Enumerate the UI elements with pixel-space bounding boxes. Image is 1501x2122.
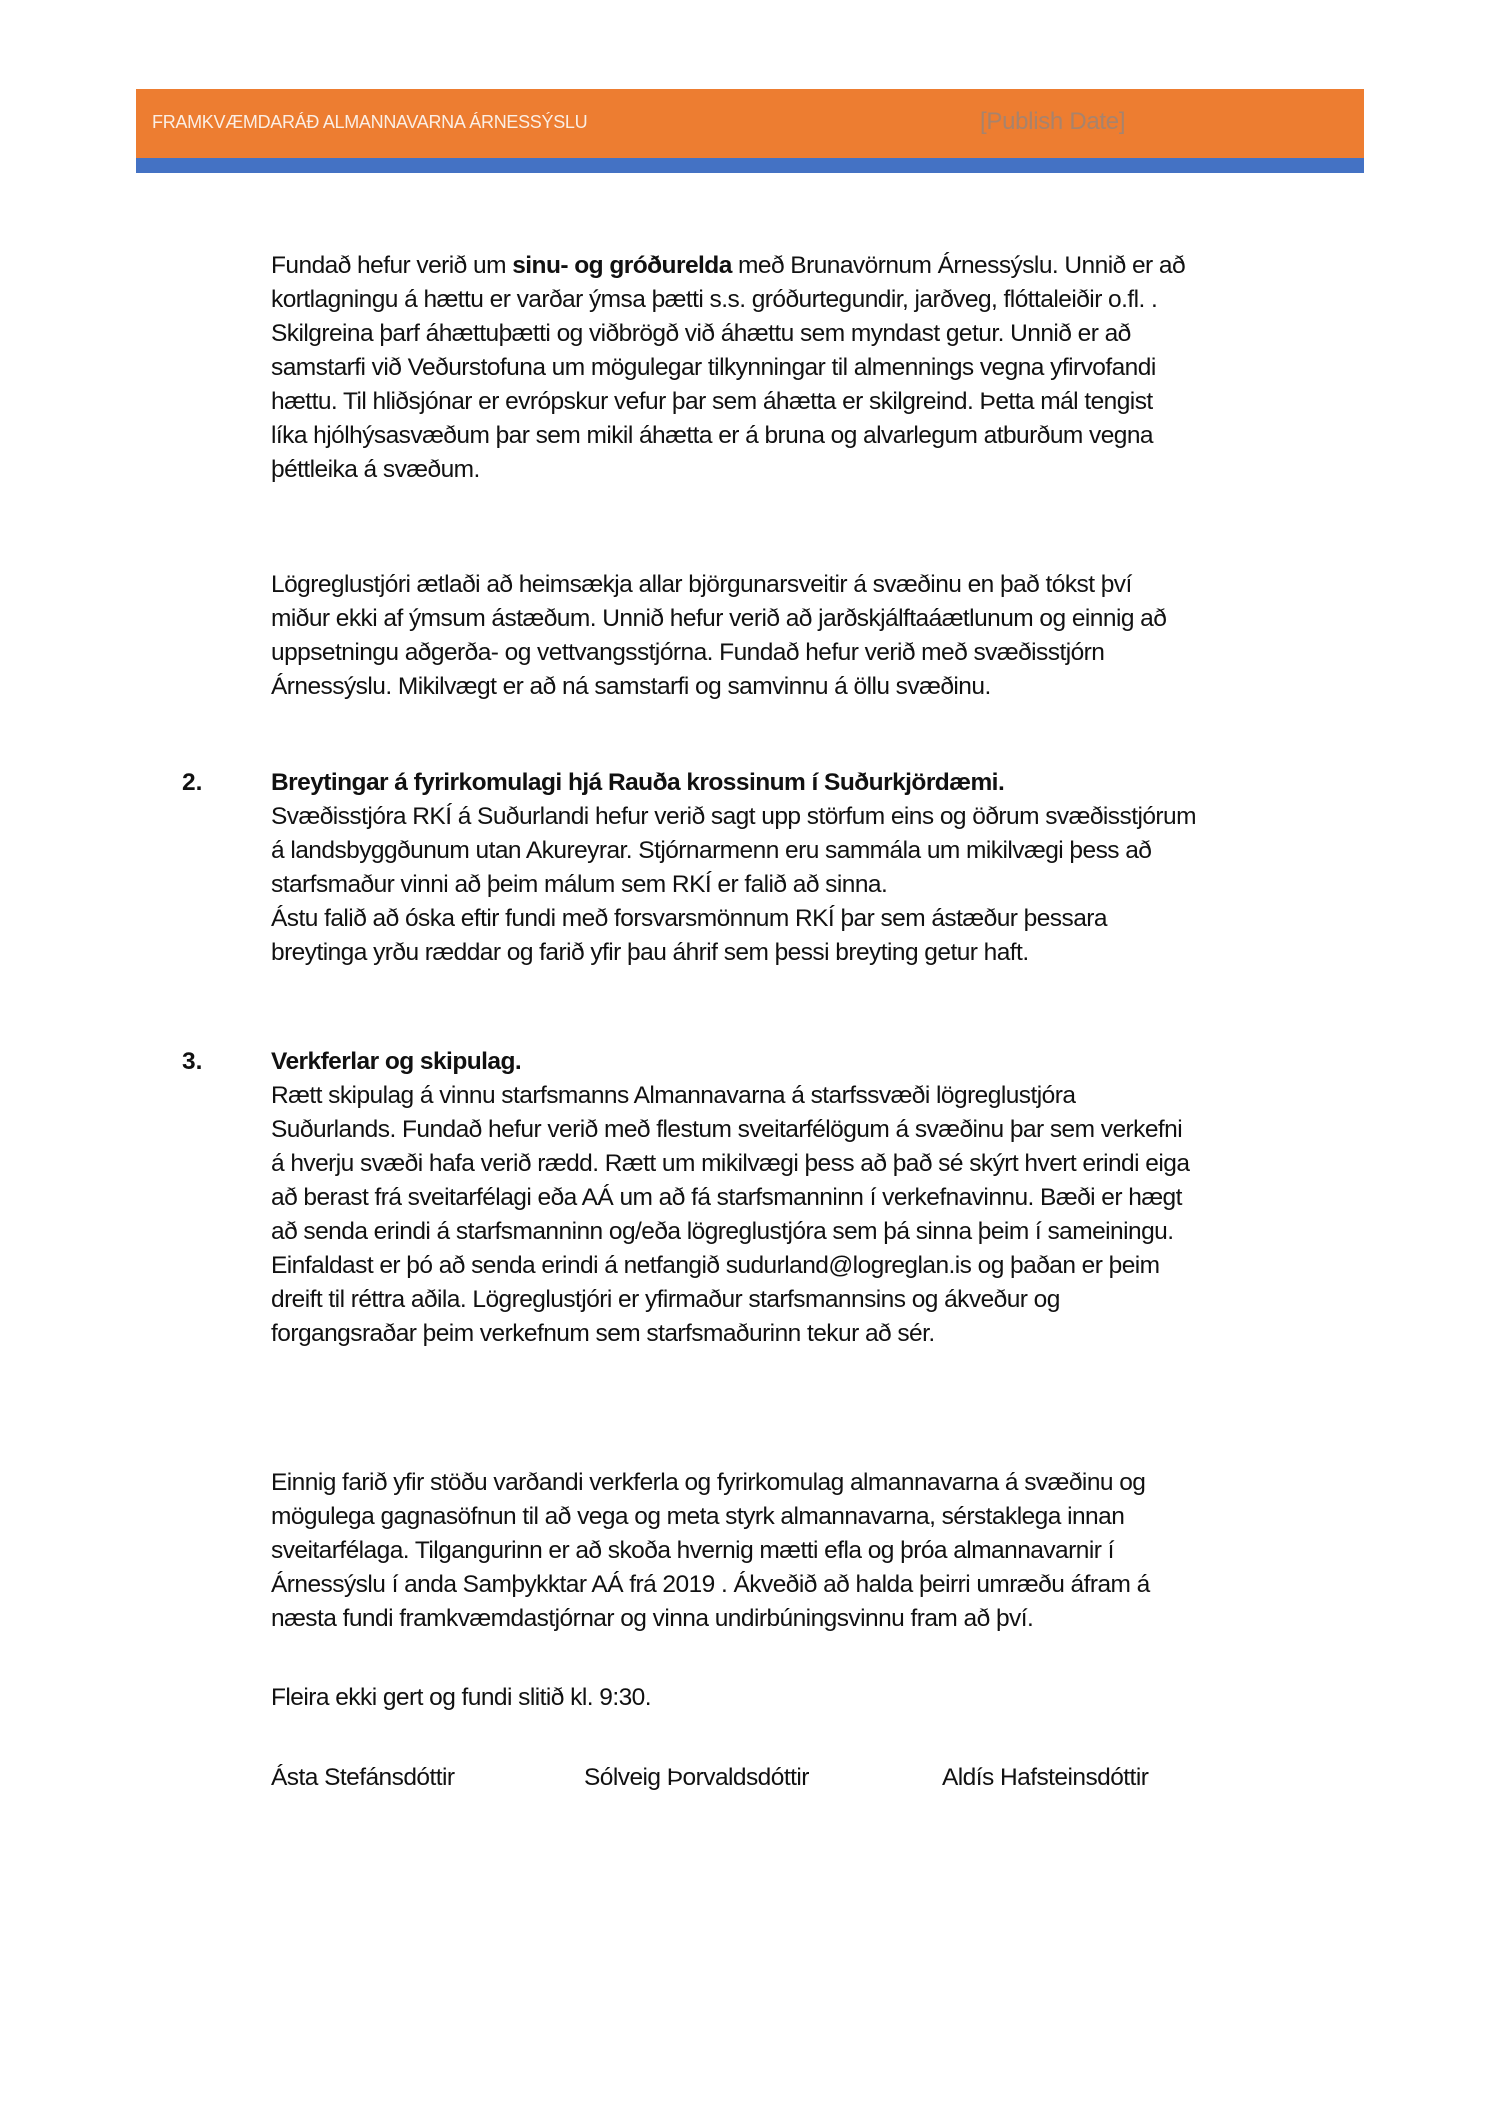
paragraph-line: forgangsraðar þeim verkefnum sem starfsmaðurinn tekur að sér.	[271, 1320, 935, 1347]
text-run: Fundað hefur verið um	[271, 252, 513, 279]
paragraph-line: líka hjólhýsasvæðum þar sem mikil áhætta er á bruna og alvarlegum atburðum vegna	[271, 422, 1154, 449]
section-heading: Verkferlar og skipulag.	[271, 1048, 522, 1075]
paragraph-line: sveitarfélaga. Tilgangurinn er að skoða hvernig mætti efla og þróa almannavarnir í	[271, 1537, 1114, 1564]
section-workflows	[271, 1045, 1381, 1351]
closing-line: Fleira ekki gert og fundi slitið kl. 9:30.	[271, 1684, 651, 1711]
paragraph-police-chief	[271, 568, 1381, 704]
closing-statement	[271, 1681, 1381, 1715]
paragraph-line: Ástu falið að óska eftir fundi með forsvarsmönnum RKÍ þar sem ástæður þessara	[271, 905, 1107, 932]
paragraph-line: á hverju svæði hafa verið rædd. Rætt um mikilvægi þess að það sé skýrt hvert erindi eiga	[271, 1150, 1190, 1177]
paragraph-line: þéttleika á svæðum.	[271, 456, 480, 483]
paragraph-line: Einnig farið yfir stöðu varðandi verkferla og fyrirkomulag almannavarna á svæðinu og	[271, 1469, 1146, 1496]
paragraph-line	[271, 249, 1381, 283]
paragraph-line: miður ekki af ýmsum ástæðum. Unnið hefur verið að jarðskjálftaáætlunum og einnig að	[271, 605, 1167, 632]
section-red-cross	[271, 766, 1381, 970]
paragraph-line: næsta fundi framkvæmdastjórnar og vinna undirbúningsvinnu fram að því.	[271, 1605, 1034, 1632]
signature-1: Ásta Stefánsdóttir	[271, 1764, 455, 1791]
paragraph-line: Svæðisstjóra RKÍ á Suðurlandi hefur verið sagt upp störfum eins og öðrum svæðisstjórum	[271, 803, 1196, 830]
text-run: með Brunavörnum Árnessýslu. Unnið er að	[731, 252, 1186, 279]
paragraph-line: á landsbyggðunum utan Akureyrar. Stjórnarmenn eru sammála um mikilvægi þess að	[271, 837, 1152, 864]
paragraph-line: Árnessýslu. Mikilvægt er að ná samstarfi og samvinnu á öllu svæðinu.	[271, 673, 991, 700]
paragraph-line: Suðurlands. Fundað hefur verið með flestum sveitarfélögum á svæðinu þar sem verkefni	[271, 1116, 1183, 1143]
paragraph-further-review	[271, 1466, 1381, 1636]
document-header-title: FRAMKVÆMDARÁÐ ALMANNAVARNA ÁRNESSÝSLU	[152, 112, 588, 132]
paragraph-line: að senda erindi á starfsmanninn og/eða lögreglustjóra sem þá sinna þeim í sameiningu.	[271, 1218, 1174, 1245]
signature-3: Aldís Hafsteinsdóttir	[942, 1764, 1149, 1791]
paragraph-line: Skilgreina þarf áhættuþætti og viðbrögð við áhættu sem myndast getur. Unnið er að	[271, 320, 1131, 347]
paragraph-line: dreift til réttra aðila. Lögreglustjóri er yfirmaður starfsmannsins og ákveður og	[271, 1286, 1060, 1313]
bold-text-run: sinu- og gróðurelda	[512, 252, 732, 279]
section-number: 3.	[182, 1048, 203, 1075]
paragraph-line: Lögreglustjóri ætlaði að heimsækja allar björgunarsveitir á svæðinu en það tókst því	[271, 571, 1132, 598]
paragraph-line: samstarfi við Veðurstofuna um mögulegar tilkynningar til almennings vegna yfirvofandi	[271, 354, 1156, 381]
paragraph-line: að berast frá sveitarfélagi eða AÁ um að fá starfsmanninn í verkefnavinnu. Bæði er hægt	[271, 1184, 1182, 1211]
section-heading: Breytingar á fyrirkomulagi hjá Rauða krossinum í Suðurkjördæmi.	[271, 769, 1005, 796]
paragraph-line: uppsetningu aðgerða- og vettvangsstjórna. Fundað hefur verið með svæðisstjórn	[271, 639, 1105, 666]
paragraph-line: Árnessýslu í anda Samþykktar AÁ frá 2019 . Ákveðið að halda þeirri umræðu áfram á	[271, 1571, 1150, 1598]
paragraph-wildfires	[271, 249, 1381, 487]
paragraph-line: mögulega gagnasöfnun til að vega og meta styrk almannavarna, sérstaklega innan	[271, 1503, 1125, 1530]
signature-2: Sólveig Þorvaldsdóttir	[584, 1764, 809, 1791]
paragraph-line: starfsmaður vinni að þeim málum sem RKÍ er falið að sinna.	[271, 871, 888, 898]
paragraph-line: hættu. Til hliðsjónar er evrópskur vefur þar sem áhætta er skilgreind. Þetta mál tengist	[271, 388, 1153, 415]
section-number: 2.	[182, 769, 203, 796]
publish-date-field[interactable]: [Publish Date]	[980, 108, 1126, 135]
paragraph-line: breytinga yrðu ræddar og farið yfir þau áhrif sem þessi breyting getur haft.	[271, 939, 1029, 966]
header-rule	[136, 158, 1364, 173]
paragraph-line: Rætt skipulag á vinnu starfsmanns Almannavarna á starfssvæði lögreglustjóra	[271, 1082, 1076, 1109]
paragraph-line: kortlagningu á hættu er varðar ýmsa þætti s.s. gróðurtegundir, jarðveg, flóttaleiðir o.fl. .	[271, 286, 1158, 313]
paragraph-line: Einfaldast er þó að senda erindi á netfangið sudurland@logreglan.is og þaðan er þeim	[271, 1252, 1160, 1279]
